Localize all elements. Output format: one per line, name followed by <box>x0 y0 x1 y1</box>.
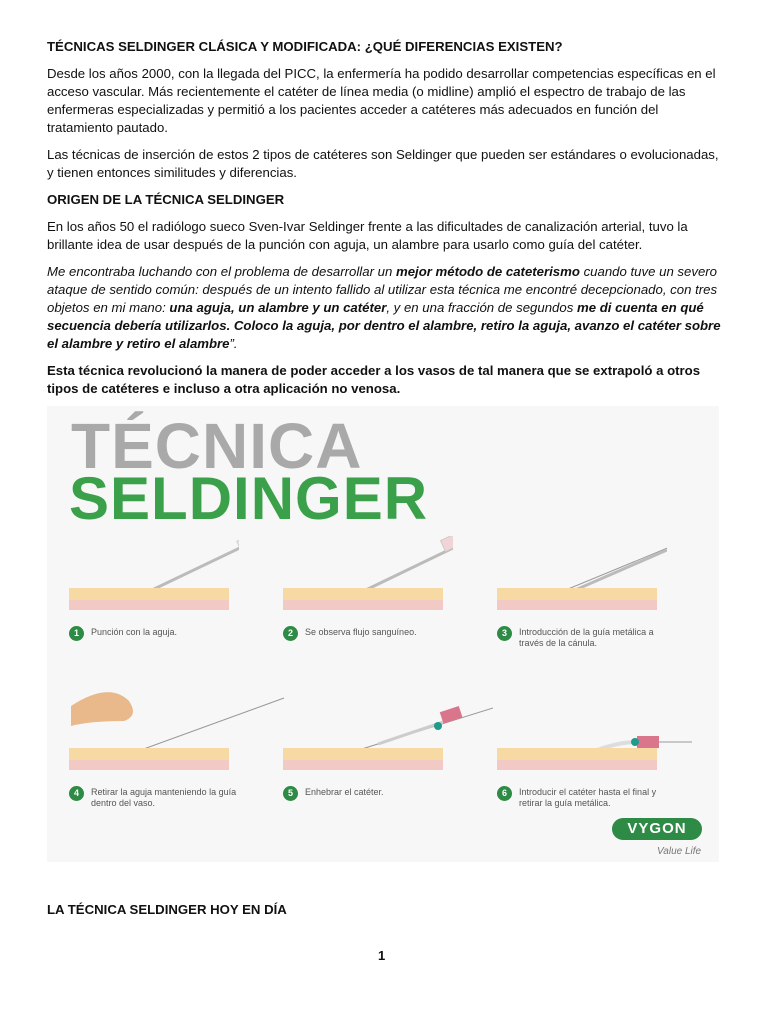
paragraph-origin: En los años 50 el radiólogo sueco Sven-Ivar Seldinger frente a las dificultades de canalización arterial, tuvo la brillante idea de usar después de la punción con aguja, un alambre para usarlo como guía del catéter. <box>47 219 688 252</box>
seldinger-infographic <box>47 406 719 862</box>
page-number: 1 <box>378 948 386 963</box>
quote-text: ”. <box>229 336 238 351</box>
step-illustration-5 <box>283 686 453 796</box>
section-heading-today: LA TÉCNICA SELDINGER HOY EN DÍA <box>47 902 287 917</box>
quote-text: , y en una fracción de segundos <box>386 300 577 315</box>
section-heading-origin: ORIGEN DE LA TÉCNICA SELDINGER <box>47 192 285 207</box>
step-illustration-4 <box>69 686 239 796</box>
body-text <box>47 38 723 407</box>
quote-text: cuando tuve un severo ataque de sentido común: después de un intento fallido al utilizar esta técnica me encontré decepcionado, con tres objetos en mi mano: <box>47 264 718 315</box>
logo-tagline: Value Life <box>657 846 702 857</box>
quote-emphasis: una aguja, un alambre y un catéter <box>169 300 387 315</box>
step-number: 3 <box>497 626 512 641</box>
step-number: 2 <box>283 626 298 641</box>
step-number: 4 <box>69 786 84 801</box>
step-illustration-6 <box>497 686 667 796</box>
quote-emphasis: me di cuenta en qué secuencia debería utilizarlos. <box>47 300 704 333</box>
paragraph-techniques: Las técnicas de inserción de estos 2 tipos de catéteres son Seldinger que pueden ser estándares o evolucionadas, y tienen entonces similitudes y diferencias. <box>47 147 719 180</box>
step-caption: Introducir el catéter hasta el final y retirar la guía metálica. <box>519 787 657 808</box>
figure-title-line2: SELDINGER <box>69 465 429 532</box>
step-caption: Retirar la aguja manteniendo la guía dentro del vaso. <box>91 787 237 808</box>
step-caption: Enhebrar el catéter. <box>305 787 384 797</box>
step-number: 1 <box>69 626 84 641</box>
step-number: 6 <box>497 786 512 801</box>
quote-emphasis: mejor método de cateterismo <box>395 264 580 279</box>
seldinger-quote <box>47 263 723 353</box>
step-caption: Introducción de la guía metálica a través de la cánula. <box>519 627 654 648</box>
paragraph-intro: Desde los años 2000, con la llegada del PICC, la enfermería ha podido desarrollar competencias específicas en el acceso vascular. Más recientemente el catéter de línea media (o midline) amplió el espectro de trabajo de las enfermeras especializadas y permitió a los pacientes acceder a catéteres más adecuados en función del tratamiento pautado. <box>47 66 716 135</box>
figure-title-line1: TÉCNICA <box>71 410 363 482</box>
step-caption: Se observa flujo sanguíneo. <box>305 627 417 637</box>
step-number: 5 <box>283 786 298 801</box>
quote-emphasis: Coloco la aguja, por dentro el alambre, retiro la aguja, avanzo el catéter sobre el alambre y retiro el alambre <box>47 318 721 351</box>
vygon-logo: VYGON <box>612 818 702 840</box>
step-caption: Punción con la aguja. <box>91 627 178 637</box>
document-title: TÉCNICAS SELDINGER CLÁSICA Y MODIFICADA: ¿QUÉ DIFERENCIAS EXISTEN? <box>47 39 563 54</box>
quote-text: Me encontraba luchando con el problema de desarrollar un <box>47 264 396 279</box>
paragraph-revolution: Esta técnica revolucionó la manera de poder acceder a los vasos de tal manera que se extrapoló a otros tipos de catéteres e incluso a otra aplicación no venosa. <box>47 363 701 396</box>
